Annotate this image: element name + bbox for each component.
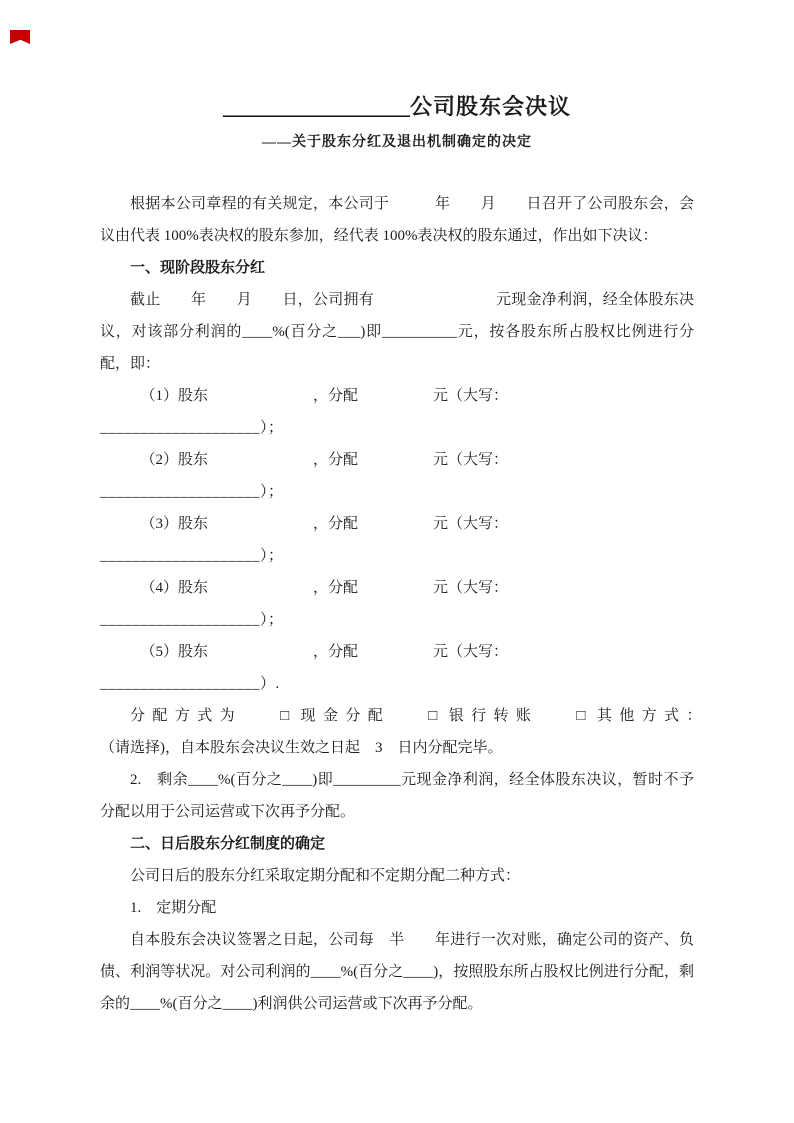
red-stamp-icon [10, 30, 30, 44]
section2-paragraph-2: 自本股东会决议签署之日起，公司每 半 年进行一次对账，确定公司的资产、负债、利润等状况。对公司利润的____%(百分之____)，按照股东所占股权比例进行分配，剩余的____%(百分之____)利润供公司运营或下次再予分配。 [100, 932, 694, 1012]
shareholder-item-blank-line: ____________________）； [100, 612, 284, 628]
checkbox-bank-transfer-icon: □ [428, 708, 438, 724]
shareholder-item-5 [100, 636, 694, 700]
shareholder-item-2 [100, 444, 694, 508]
title-blank-line: _________________ [222, 94, 410, 119]
distribution-method-blank [694, 708, 794, 724]
shareholder-item-head: （1）股东 ，分配 元（大写： [140, 388, 509, 404]
shareholder-item-head: （2）股东 ，分配 元（大写： [140, 452, 509, 468]
section1-heading: 一、现阶段股东分红 [130, 260, 266, 276]
title-text: 公司股东会决议 [409, 94, 571, 119]
option-label-other: 其他方式： [589, 708, 694, 724]
section2-paragraph-1: 公司日后的股东分红采取定期分配和不定期分配二种方式： [130, 868, 521, 884]
section1-paragraph-2: 2. 剩余____%(百分之____)即_________元现金净利润，经全体股东决议，暂时不予分配以用于公司运营或下次再予分配。 [100, 772, 694, 820]
shareholder-item-blank-line: ____________________）； [100, 548, 284, 564]
shareholder-item-blank-line: ____________________）. [100, 676, 280, 692]
shareholder-item-4 [100, 572, 694, 636]
shareholder-item-head: （3）股东 ，分配 元（大写： [140, 516, 509, 532]
shareholder-item-3 [100, 508, 694, 572]
shareholder-item-head: （5）股东 ，分配 元（大写： [140, 644, 509, 660]
section2-heading: 二、日后股东分红制度的确定 [130, 836, 326, 852]
option-label-bank-transfer: 银行转账 [441, 708, 539, 724]
section1-paragraph-1: 截止 年 月 日，公司拥有 元现金净利润，经全体股东决议，对该部分利润的____%(百分之___)即__________元，按各股东所占股权比例进行分配，即： [100, 292, 694, 372]
distribution-method-prefix: 分配方式为 [130, 708, 243, 724]
intro-paragraph: 根据本公司章程的有关规定，本公司于 年 月 日召开了公司股东会，会议由代表 100%表决权的股东参加，经代表 100%表决权的股东通过，作出如下决议： [100, 196, 694, 244]
option-label-cash: 现金分配 [293, 708, 391, 724]
distribution-method-suffix: （请选择)，自本股东会决议生效之日起 3 日内分配完毕。 [100, 740, 503, 756]
checkbox-other-icon: □ [576, 708, 586, 724]
shareholder-item-blank-line: ____________________）； [100, 420, 284, 436]
distribution-method-paragraph [100, 700, 694, 764]
shareholder-item-blank-line: ____________________）； [100, 484, 284, 500]
document-title [100, 90, 694, 124]
section2-subheading-1: 1. 定期分配 [130, 900, 217, 916]
document-subtitle: ——关于股东分红及退出机制确定的决定 [262, 135, 532, 150]
checkbox-cash-icon: □ [280, 708, 290, 724]
shareholder-item-head: （4）股东 ，分配 元（大写： [140, 580, 509, 596]
shareholder-item-1 [100, 380, 694, 444]
